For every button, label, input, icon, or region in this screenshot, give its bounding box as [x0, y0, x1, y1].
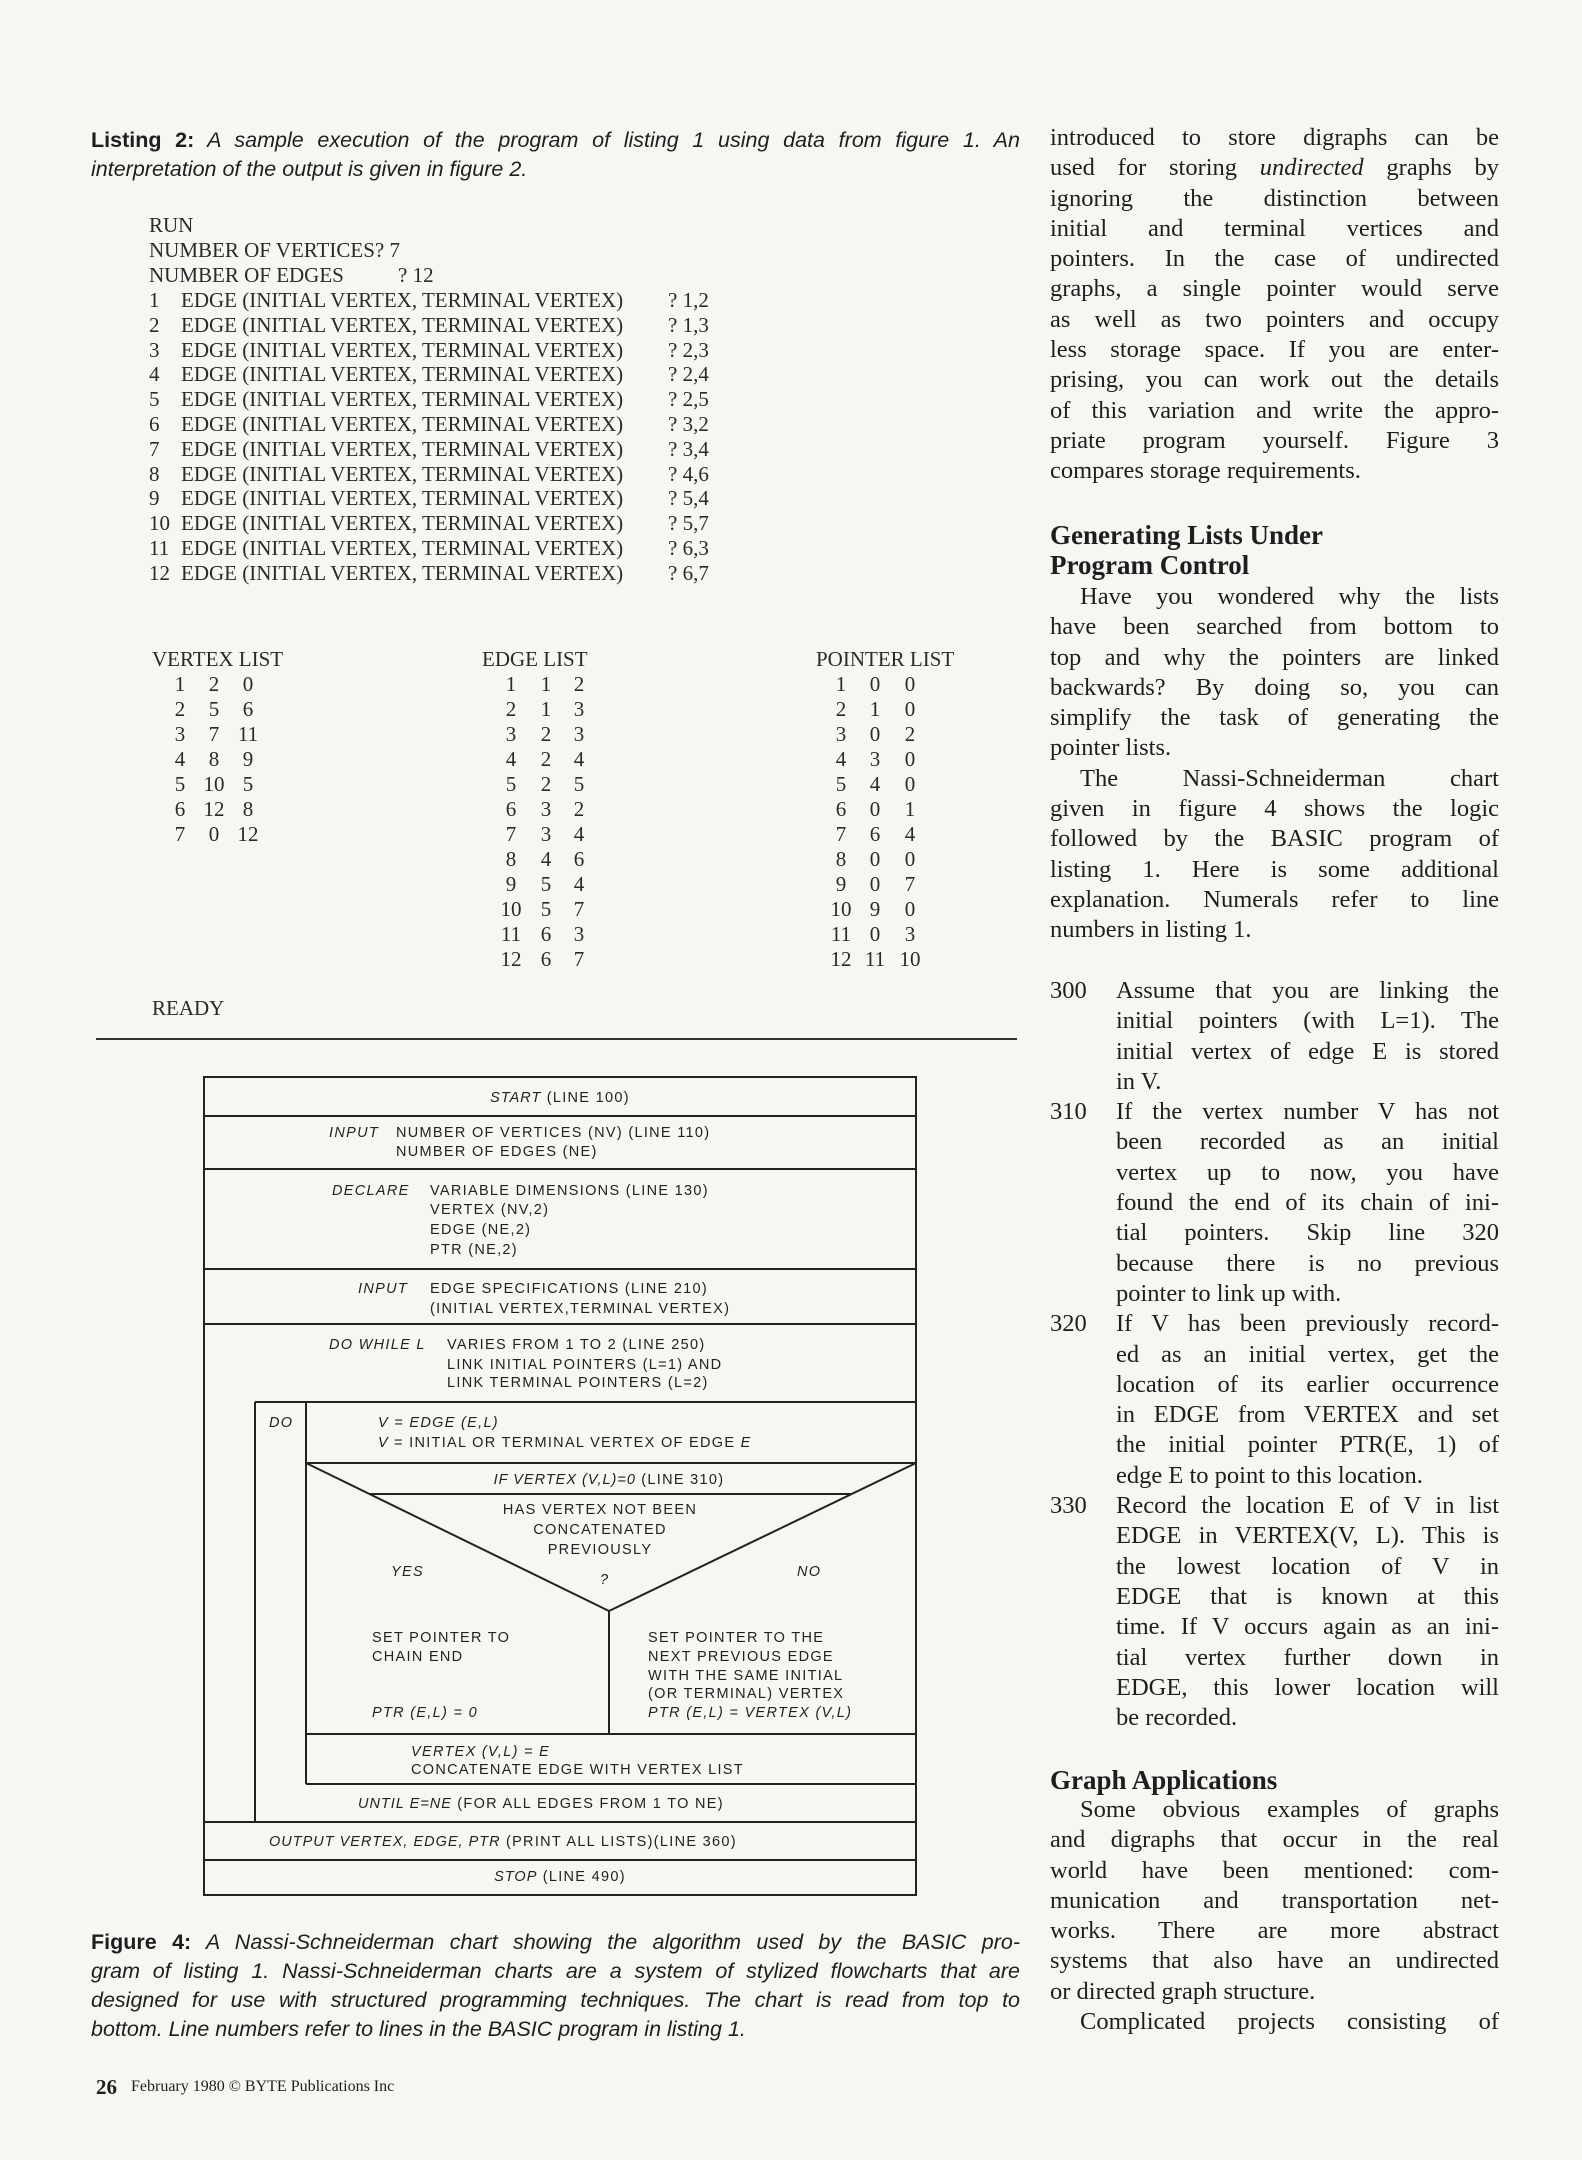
list-cell: 9 — [869, 897, 881, 921]
declare-text: VARIABLE DIMENSIONS (LINE 130) — [430, 1183, 709, 1199]
block-text: (LINE 310) — [641, 1472, 725, 1488]
concat-text: CONCATENATE EDGE WITH VERTEX LIST — [411, 1762, 744, 1778]
text-line: in EDGE from VERTEX and set — [1116, 1401, 1499, 1429]
list-cell: 2 — [540, 772, 552, 796]
list-title: EDGE LIST — [482, 647, 588, 671]
edge-answer: ? 3,2 — [668, 412, 709, 436]
run-command: RUN — [149, 213, 194, 237]
text-line: ignoring the distinction between — [1050, 184, 1499, 212]
figure-4-caption — [91, 1928, 1020, 2044]
edge-number: 9 — [149, 486, 160, 511]
line-note — [1050, 1309, 1499, 1491]
list-cell: 7 — [208, 722, 220, 746]
text-line: world have been mentioned: com- — [1050, 1856, 1499, 1884]
line-note-body — [1116, 1097, 1499, 1309]
list-cell: 5 — [505, 772, 517, 796]
keyword: UNTIL E=NE — [358, 1796, 452, 1812]
declare-text: VERTEX (NV,2) — [430, 1202, 550, 1218]
list-cell: 8 — [242, 797, 254, 821]
list-cell: 0 — [904, 747, 916, 771]
list-cell: 1 — [904, 797, 916, 821]
list-cell: 4 — [573, 822, 585, 846]
list-cell: 3 — [904, 922, 916, 946]
text-line: found the end of its chain of ini- — [1116, 1189, 1499, 1217]
edges-prompt: NUMBER OF EDGES — [149, 263, 344, 287]
list-cell: 2 — [540, 722, 552, 746]
text-line: If the vertex number V has not — [1116, 1098, 1499, 1126]
list-cell: 4 — [573, 872, 585, 896]
edge-answer: ? 2,3 — [668, 337, 709, 362]
edge-number: 11 — [149, 536, 170, 560]
edge-prompt: EDGE (INITIAL VERTEX, TERMINAL VERTEX) — [181, 461, 624, 486]
keyword: IF VERTEX (V,L)=0 — [493, 1472, 636, 1488]
list-cell: 6 — [540, 922, 552, 946]
vertices-prompt: NUMBER OF VERTICES? 7 — [149, 238, 400, 262]
list-cell: 2 — [505, 697, 517, 721]
no-branch-text: NEXT PREVIOUS EDGE — [648, 1649, 834, 1665]
text-line: be recorded. — [1116, 1704, 1238, 1732]
list-cell: 7 — [835, 822, 847, 846]
line-note-body — [1116, 976, 1499, 1097]
list-cell: 6 — [242, 697, 254, 721]
list-cell: 3 — [835, 722, 847, 746]
text-line: initial and terminal vertices and — [1050, 214, 1499, 242]
input-keyword: INPUT — [329, 1125, 379, 1141]
edge-prompt: EDGE (INITIAL VERTEX, TERMINAL VERTEX) — [181, 312, 624, 337]
do-while-text: VARIES FROM 1 TO 2 (LINE 250) — [447, 1337, 706, 1353]
list-cell: 0 — [242, 672, 254, 696]
edge-answer: ? 5,7 — [668, 511, 709, 536]
edge-number: 3 — [149, 337, 160, 362]
block-text: (LINE 100) — [546, 1090, 630, 1106]
edge-number: 5 — [149, 387, 160, 412]
list-cell: 5 — [540, 897, 552, 921]
caption-text: A Nassi-Schneiderman chart showing the algorithm used by the BASIC pro- — [191, 1930, 1020, 1954]
text-line: and digraphs that occur in the real — [1050, 1826, 1499, 1854]
list-cell: 5 — [573, 772, 585, 796]
if-condition — [494, 1471, 725, 1489]
text-segment: undirected — [1259, 154, 1364, 182]
input-text: EDGE SPECIFICATIONS (LINE 210) — [430, 1281, 709, 1297]
line-note-body — [1116, 1491, 1499, 1733]
caption-line — [91, 2015, 1020, 2044]
start-block — [490, 1089, 630, 1107]
text-line: or directed graph structure. — [1050, 1977, 1316, 2005]
input-text: NUMBER OF VERTICES (NV) (LINE 110) — [396, 1125, 711, 1141]
text-line: pointers. In the case of undirected — [1050, 245, 1499, 273]
declare-text: PTR (NE,2) — [430, 1242, 518, 1258]
text-line: Some obvious examples of graphs — [1080, 1796, 1499, 1823]
list-cell: 1 — [835, 672, 847, 696]
yes-branch-formula: PTR (E,L) = 0 — [372, 1705, 478, 1721]
text-line: prising, you can work out the details — [1050, 366, 1499, 394]
edge-prompt: EDGE (INITIAL VERTEX, TERMINAL VERTEX) — [181, 337, 624, 362]
text-segment: used for storing — [1050, 154, 1260, 182]
list-cell: 6 — [174, 797, 186, 821]
caption-text: interpretation of the output is given in figure 2. — [91, 157, 528, 181]
list-cell: 4 — [174, 747, 186, 771]
text-line: Complicated projects consisting of — [1080, 2008, 1499, 2036]
list-cell: 4 — [869, 772, 881, 796]
edge-answer: ? 1,3 — [668, 312, 709, 337]
list-cell: 5 — [242, 772, 254, 796]
list-cell: 12 — [830, 947, 852, 971]
caption-text: A sample execution of the program of listing 1 using data from figure 1. An — [194, 128, 1020, 152]
text-line: top and why the pointers are linked — [1050, 643, 1499, 671]
question-text: HAS VERTEX NOT BEEN — [502, 1502, 698, 1518]
list-cell: 0 — [869, 797, 881, 821]
list-cell: 12 — [203, 797, 225, 821]
input-text: NUMBER OF EDGES (NE) — [396, 1144, 598, 1160]
text-line: introduced to store digraphs can be — [1050, 124, 1499, 151]
text-line: initial pointers (with L=1). The — [1116, 1007, 1499, 1035]
list-cell: 2 — [208, 672, 220, 696]
list-cell: 3 — [573, 922, 585, 946]
text-line: pointer to link up with. — [1116, 1279, 1342, 1307]
list-cell: 10 — [500, 897, 522, 921]
list-cell: 7 — [573, 897, 585, 921]
text-line: numbers in listing 1. — [1050, 916, 1252, 944]
edge-prompt: EDGE (INITIAL VERTEX, TERMINAL VERTEX) — [181, 436, 624, 461]
edge-prompt: EDGE (INITIAL VERTEX, TERMINAL VERTEX) — [181, 560, 624, 585]
question-text: PREVIOUSLY — [547, 1542, 653, 1558]
variable: V — [378, 1435, 389, 1451]
list-cell: 1 — [174, 672, 186, 696]
no-branch-formula: PTR (E,L) = VERTEX (V,L) — [648, 1705, 853, 1721]
edge-answer: ? 2,4 — [668, 362, 709, 387]
list-title: VERTEX LIST — [152, 647, 284, 671]
text-line: been recorded as an initial — [1116, 1128, 1499, 1156]
text-line: less storage space. If you are enter- — [1050, 336, 1499, 364]
list-cell: 2 — [573, 797, 585, 821]
list-cell: 3 — [174, 722, 186, 746]
text-line: graphs, a single pointer would serve — [1050, 275, 1499, 303]
edge-number: 10 — [149, 511, 170, 536]
heading-line: Program Control — [1050, 550, 1250, 580]
text-line: of this variation and write the appro- — [1050, 396, 1499, 424]
list-cell: 11 — [237, 722, 259, 746]
text-line: ed as an initial vertex, get the — [1116, 1340, 1499, 1368]
stop-block — [494, 1868, 626, 1886]
line-note-number: 320 — [1050, 1310, 1087, 1338]
no-branch-text: SET POINTER TO THE — [648, 1630, 825, 1646]
list-cell: 3 — [505, 722, 517, 746]
text-line: vertex up to now, you have — [1116, 1158, 1499, 1186]
list-cell: 3 — [540, 822, 552, 846]
edge-number: 1 — [149, 288, 160, 312]
edge-answer: ? 5,4 — [668, 486, 709, 511]
edge-number: 8 — [149, 461, 160, 486]
line-note-number: 310 — [1050, 1098, 1087, 1126]
list-cell: 12 — [500, 947, 522, 971]
list-cell: 5 — [174, 772, 186, 796]
text-line: EDGE, this lower location will — [1116, 1673, 1499, 1701]
list-cell: 8 — [505, 847, 517, 871]
text-line: in V. — [1116, 1067, 1162, 1095]
edge-prompt: EDGE (INITIAL VERTEX, TERMINAL VERTEX) — [181, 511, 624, 536]
list-cell: 0 — [208, 822, 220, 846]
list-cell: 5 — [540, 872, 552, 896]
input-text: (INITIAL VERTEX,TERMINAL VERTEX) — [430, 1301, 731, 1317]
block-text: = INITIAL OR TERMINAL VERTEX OF EDGE — [394, 1435, 736, 1451]
footer-credit: February 1980 © BYTE Publications Inc — [131, 2078, 395, 2095]
until-block — [358, 1795, 724, 1813]
edge-answer: ? 6,7 — [668, 560, 709, 585]
list-cell: 6 — [573, 847, 585, 871]
text-line: edge E to point to this location. — [1116, 1461, 1423, 1489]
list-cell: 2 — [835, 697, 847, 721]
list-cell: 4 — [540, 847, 552, 871]
assign-formula: V = EDGE (E,L) — [378, 1415, 499, 1431]
output-block — [269, 1833, 737, 1851]
variable: E — [740, 1435, 752, 1451]
list-cell: 10 — [203, 772, 225, 796]
list-cell: 3 — [869, 747, 881, 771]
question-mark: ? — [600, 1572, 610, 1588]
edge-prompt: EDGE (INITIAL VERTEX, TERMINAL VERTEX) — [181, 536, 624, 560]
text-line: systems that also have an undirected — [1050, 1947, 1499, 1975]
page-number: 26 — [96, 2075, 117, 2099]
keyword: STOP — [494, 1869, 538, 1885]
section-heading — [1050, 520, 1323, 580]
list-cell: 9 — [242, 747, 254, 771]
do-while-keyword: DO WHILE L — [329, 1337, 426, 1353]
list-cell: 1 — [540, 697, 552, 721]
text-line: explanation. Numerals refer to line — [1050, 885, 1499, 913]
text-line: the initial pointer PTR(E, 1) of — [1116, 1431, 1499, 1459]
list-cell: 12 — [237, 822, 259, 846]
line-note — [1050, 976, 1499, 1097]
text-line: location of its earlier occurrence — [1116, 1370, 1499, 1398]
list-cell: 0 — [904, 772, 916, 796]
list-cell: 9 — [505, 872, 517, 896]
caption-line — [91, 1957, 1020, 1986]
text-line: given in figure 4 shows the logic — [1050, 795, 1499, 823]
text-line: listing 1. Here is some additional — [1050, 855, 1499, 883]
list-cell: 0 — [904, 672, 916, 696]
text-line: tial pointers. Skip line 320 — [1116, 1219, 1499, 1247]
text-line: as well as two pointers and occupy — [1050, 305, 1499, 333]
edge-number: 2 — [149, 312, 160, 337]
caption-line — [91, 1986, 1020, 2015]
list-cell: 0 — [869, 672, 881, 696]
input-keyword: INPUT — [358, 1281, 408, 1297]
text-line: simplify the task of generating the — [1050, 704, 1499, 732]
keyword: OUTPUT VERTEX, EDGE, PTR — [269, 1834, 501, 1850]
yes-branch-text: SET POINTER TO — [372, 1630, 511, 1646]
list-cell: 8 — [208, 747, 220, 771]
caption-label: Figure 4: — [91, 1930, 192, 1954]
text-line: Record the location E of V in list — [1116, 1492, 1499, 1520]
edge-number: 12 — [149, 560, 170, 585]
list-cell: 2 — [904, 722, 916, 746]
edge-prompt: EDGE (INITIAL VERTEX, TERMINAL VERTEX) — [181, 288, 624, 312]
text-line: Assume that you are linking the — [1116, 977, 1499, 1004]
list-cell: 0 — [869, 922, 881, 946]
list-cell: 7 — [573, 947, 585, 971]
list-cell: 2 — [174, 697, 186, 721]
no-label: NO — [797, 1564, 822, 1580]
edge-answer: ? 2,5 — [668, 387, 709, 412]
list-cell: 1 — [869, 697, 881, 721]
list-cell: 7 — [174, 822, 186, 846]
caption-text: bottom. Line numbers refer to lines in the BASIC program in listing 1. — [91, 2017, 746, 2041]
list-cell: 4 — [904, 822, 916, 846]
caption-text: designed for use with structured programming techniques. The chart is read from top to — [91, 1988, 1020, 2012]
list-cell: 11 — [830, 922, 852, 946]
edge-prompt: EDGE (INITIAL VERTEX, TERMINAL VERTEX) — [181, 486, 624, 511]
line-note-number: 300 — [1050, 977, 1087, 1004]
list-cell: 2 — [573, 672, 585, 696]
text-line: compares storage requirements. — [1050, 457, 1361, 485]
text-line: initial vertex of edge E is stored — [1116, 1037, 1499, 1065]
list-cell: 6 — [540, 947, 552, 971]
list-cell: 0 — [904, 697, 916, 721]
list-cell: 2 — [540, 747, 552, 771]
list-cell: 3 — [573, 722, 585, 746]
question-text: CONCATENATED — [533, 1522, 667, 1538]
yes-branch-text: CHAIN END — [372, 1649, 464, 1665]
edge-prompt: EDGE (INITIAL VERTEX, TERMINAL VERTEX) — [181, 387, 624, 412]
line-notes — [1050, 976, 1499, 1733]
edge-prompt: EDGE (INITIAL VERTEX, TERMINAL VERTEX) — [181, 362, 624, 387]
text-line: priate program yourself. Figure 3 — [1050, 426, 1499, 454]
list-cell: 6 — [869, 822, 881, 846]
do-keyword: DO — [269, 1415, 294, 1431]
heading-line: Generating Lists Under — [1050, 520, 1323, 550]
concat-formula: VERTEX (V,L) = E — [411, 1744, 551, 1760]
edge-answer: ? 1,2 — [668, 288, 709, 312]
list-cell: 0 — [869, 722, 881, 746]
edge-answer: ? 6,3 — [668, 536, 709, 560]
list-cell: 0 — [869, 872, 881, 896]
block-text: (FOR ALL EDGES FROM 1 TO NE) — [457, 1796, 724, 1812]
edge-number: 7 — [149, 436, 160, 461]
caption-line — [91, 1928, 1020, 1957]
text-line: pointer lists. — [1050, 734, 1172, 762]
edge-number: 6 — [149, 412, 160, 436]
article-paragraph — [1050, 123, 1499, 487]
list-cell: 7 — [505, 822, 517, 846]
no-branch-text: WITH THE SAME INITIAL — [648, 1668, 844, 1684]
edge-number: 4 — [149, 362, 160, 387]
keyword: START — [490, 1090, 542, 1106]
text-line — [1050, 153, 1499, 183]
do-while-text: LINK TERMINAL POINTERS (L=2) — [447, 1375, 709, 1391]
list-cell: 3 — [573, 697, 585, 721]
text-line: followed by the BASIC program of — [1050, 825, 1499, 853]
list-cell: 5 — [208, 697, 220, 721]
article-paragraphs — [1050, 1795, 1499, 2037]
text-line: EDGE in VERTEX(V, L). This is — [1116, 1522, 1499, 1550]
list-cell: 4 — [573, 747, 585, 771]
list-cell: 10 — [899, 947, 921, 971]
block-text: (LINE 490) — [542, 1869, 626, 1885]
do-while-text: LINK INITIAL POINTERS (L=1) AND — [447, 1357, 723, 1373]
line-note-number: 330 — [1050, 1492, 1087, 1520]
text-line: works. There are more abstract — [1050, 1917, 1499, 1945]
line-note — [1050, 1491, 1499, 1733]
edges-answer: ? 12 — [398, 263, 434, 287]
list-cell: 11 — [864, 947, 886, 971]
list-cell: 10 — [830, 897, 852, 921]
article-paragraphs — [1050, 582, 1499, 946]
list-cell: 1 — [505, 672, 517, 696]
text-line: the lowest location of V in — [1116, 1552, 1499, 1580]
text-segment: graphs by — [1363, 154, 1499, 182]
section-heading: Graph Applications — [1050, 1765, 1278, 1795]
assign-text — [378, 1434, 751, 1452]
list-title: POINTER LIST — [816, 647, 955, 671]
list-cell: 1 — [540, 672, 552, 696]
text-line: If V has been previously record- — [1116, 1310, 1499, 1338]
ready-prompt: READY — [152, 996, 225, 1020]
text-line: tial vertex further down in — [1116, 1643, 1499, 1671]
list-cell: 3 — [540, 797, 552, 821]
text-line: backwards? By doing so, you can — [1050, 673, 1499, 701]
text-line: time. If V occurs again as an ini- — [1116, 1613, 1499, 1641]
no-branch-text: (OR TERMINAL) VERTEX — [648, 1686, 845, 1702]
list-cell: 11 — [500, 922, 522, 946]
list-cell: 0 — [904, 847, 916, 871]
text-line: Have you wondered why the lists — [1080, 583, 1499, 610]
caption-label: Listing 2: — [91, 128, 195, 152]
line-note-body — [1116, 1309, 1499, 1491]
list-cell: 0 — [904, 897, 916, 921]
text-line: because there is no previous — [1116, 1249, 1499, 1277]
caption-text: gram of listing 1. Nassi-Schneiderman charts are a system of stylized flowcharts that are — [91, 1959, 1020, 1983]
text-line: EDGE that is known at this — [1116, 1582, 1499, 1610]
block-text: (PRINT ALL LISTS)(LINE 360) — [505, 1834, 737, 1850]
list-cell: 9 — [835, 872, 847, 896]
text-line: munication and transportation net- — [1050, 1886, 1499, 1914]
edge-answer: ? 4,6 — [668, 461, 709, 486]
text-line: have been searched from bottom to — [1050, 613, 1499, 641]
line-note — [1050, 1097, 1499, 1309]
list-cell: 4 — [835, 747, 847, 771]
list-cell: 6 — [835, 797, 847, 821]
yes-label: YES — [391, 1564, 424, 1580]
list-cell: 7 — [904, 872, 916, 896]
list-cell: 4 — [505, 747, 517, 771]
edge-answer: ? 3,4 — [668, 436, 709, 461]
declare-keyword: DECLARE — [332, 1183, 410, 1199]
edge-prompt: EDGE (INITIAL VERTEX, TERMINAL VERTEX) — [181, 412, 624, 436]
list-cell: 6 — [505, 797, 517, 821]
list-cell: 8 — [835, 847, 847, 871]
text-line: The Nassi-Schneiderman chart — [1080, 764, 1499, 792]
list-cell: 5 — [835, 772, 847, 796]
list-cell: 0 — [869, 847, 881, 871]
declare-text: EDGE (NE,2) — [430, 1222, 532, 1238]
